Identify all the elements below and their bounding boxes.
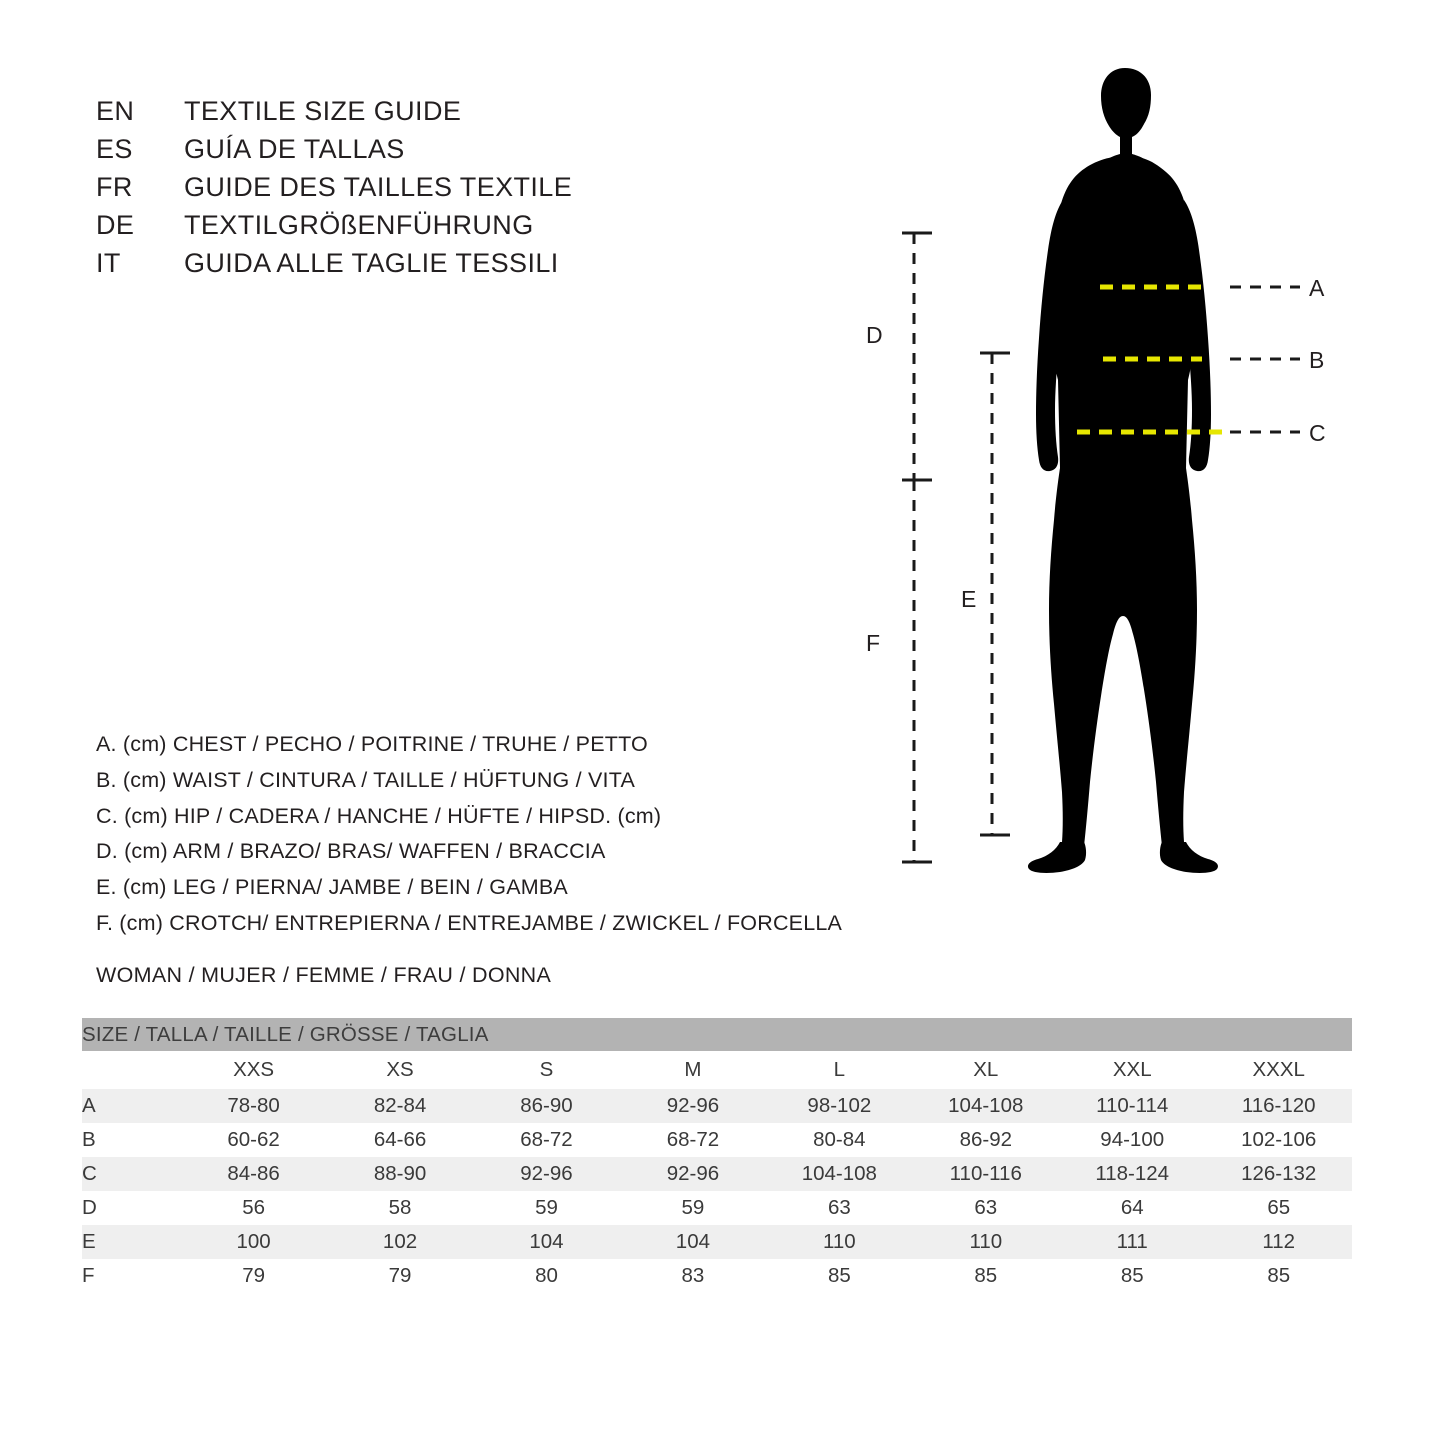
title-row xyxy=(96,168,796,206)
row-label-b: B xyxy=(82,1123,180,1157)
cell-b-m: 68-72 xyxy=(620,1123,766,1157)
title-lang-fr: FR xyxy=(96,172,133,202)
title-row xyxy=(96,244,796,282)
cell-f-xxxl: 85 xyxy=(1205,1259,1352,1293)
title-lang-de: DE xyxy=(96,210,135,240)
cell-e-xs: 102 xyxy=(327,1225,473,1259)
title-text-de: TEXTILGRÖßENFÜHRUNG xyxy=(184,210,534,240)
column-header-xl: XL xyxy=(913,1051,1059,1089)
dimension-bracket-e xyxy=(980,353,1010,835)
cell-b-xxs: 60-62 xyxy=(180,1123,326,1157)
cell-b-xxxl: 102-106 xyxy=(1205,1123,1352,1157)
cell-e-xxs: 100 xyxy=(180,1225,326,1259)
table-row xyxy=(82,1225,1352,1259)
dimension-label-b: B xyxy=(1309,347,1325,373)
row-label-e: E xyxy=(82,1225,180,1259)
cell-f-xxs: 79 xyxy=(180,1259,326,1293)
body-silhouette xyxy=(1028,68,1218,873)
cell-d-m: 59 xyxy=(620,1191,766,1225)
column-header-m: M xyxy=(620,1051,766,1089)
cell-d-xxl: 64 xyxy=(1059,1191,1205,1225)
cell-a-xs: 82-84 xyxy=(327,1089,473,1123)
table-caption-row xyxy=(82,1018,1352,1051)
table-row xyxy=(82,1089,1352,1123)
cell-a-xxxl: 116-120 xyxy=(1205,1089,1352,1123)
cell-c-xxs: 84-86 xyxy=(180,1157,326,1191)
column-header-l: L xyxy=(766,1051,912,1089)
cell-b-l: 80-84 xyxy=(766,1123,912,1157)
cell-a-m: 92-96 xyxy=(620,1089,766,1123)
cell-a-s: 86-90 xyxy=(473,1089,619,1123)
legend-row-e: E. (cm) LEG / PIERNA/ JAMBE / BEIN / GAMBA xyxy=(96,875,568,900)
cell-c-xl: 110-116 xyxy=(913,1157,1059,1191)
dimension-label-d: D xyxy=(866,322,883,348)
cell-a-xl: 104-108 xyxy=(913,1089,1059,1123)
column-header-xs: XS xyxy=(327,1051,473,1089)
legend-row-a: A. (cm) CHEST / PECHO / POITRINE / TRUHE / PETTO xyxy=(96,732,648,756)
cell-f-s: 80 xyxy=(473,1259,619,1293)
dimension-bracket-d xyxy=(902,233,932,480)
title-text-en: TEXTILE SIZE GUIDE xyxy=(184,96,462,126)
legend-row-c: C. (cm) HIP / CADERA / HANCHE / HÜFTE / HIPSD. (cm) xyxy=(96,803,662,828)
size-table xyxy=(82,1018,1352,1293)
cell-d-l: 63 xyxy=(766,1191,912,1225)
cell-e-l: 110 xyxy=(766,1225,912,1259)
row-label-f: F xyxy=(82,1259,180,1293)
row-label-a: A xyxy=(82,1089,180,1123)
title-text-it: GUIDA ALLE TAGLIE TESSILI xyxy=(184,248,559,278)
cell-a-xxs: 78-80 xyxy=(180,1089,326,1123)
cell-d-xs: 58 xyxy=(327,1191,473,1225)
cell-d-xl: 63 xyxy=(913,1191,1059,1225)
cell-f-m: 83 xyxy=(620,1259,766,1293)
cell-e-s: 104 xyxy=(473,1225,619,1259)
cell-e-xl: 110 xyxy=(913,1225,1059,1259)
title-row xyxy=(96,206,796,244)
cell-e-xxl: 111 xyxy=(1059,1225,1205,1259)
table-header-row xyxy=(82,1051,1352,1089)
cell-d-s: 59 xyxy=(473,1191,619,1225)
cell-f-l: 85 xyxy=(766,1259,912,1293)
title-lang-it: IT xyxy=(96,248,121,278)
cell-c-xs: 88-90 xyxy=(327,1157,473,1191)
cell-f-xxl: 85 xyxy=(1059,1259,1205,1293)
table-row xyxy=(82,1259,1352,1293)
cell-e-m: 104 xyxy=(620,1225,766,1259)
cell-c-xxxl: 126-132 xyxy=(1205,1157,1352,1191)
group-label: WOMAN / MUJER / FEMME / FRAU / DONNA xyxy=(96,963,552,987)
table-caption: SIZE / TALLA / TAILLE / GRÖSSE / TAGLIA xyxy=(82,1018,1352,1051)
dimension-label-a: A xyxy=(1309,275,1325,301)
title-lang-es: ES xyxy=(96,134,133,164)
table-row xyxy=(82,1191,1352,1225)
cell-b-xl: 86-92 xyxy=(913,1123,1059,1157)
column-header-xxxl: XXXL xyxy=(1205,1051,1352,1089)
dimension-label-f: F xyxy=(866,630,881,656)
cell-d-xxs: 56 xyxy=(180,1191,326,1225)
body-contour-shading xyxy=(1028,350,1036,440)
cell-b-xs: 64-66 xyxy=(327,1123,473,1157)
cell-f-xl: 85 xyxy=(913,1259,1059,1293)
cell-f-xs: 79 xyxy=(327,1259,473,1293)
title-text-es: GUÍA DE TALLAS xyxy=(184,134,405,164)
table-row xyxy=(82,1123,1352,1157)
title-block xyxy=(96,92,796,282)
legend-row-b: B. (cm) WAIST / CINTURA / TAILLE / HÜFTUNG / VITA xyxy=(96,767,635,792)
title-row xyxy=(96,130,796,168)
cell-b-xxl: 94-100 xyxy=(1059,1123,1205,1157)
cell-e-xxxl: 112 xyxy=(1205,1225,1352,1259)
cell-c-xxl: 118-124 xyxy=(1059,1157,1205,1191)
dimension-label-c: C xyxy=(1309,420,1326,446)
column-header-s: S xyxy=(473,1051,619,1089)
title-lang-en: EN xyxy=(96,96,135,126)
column-header-blank xyxy=(82,1051,180,1089)
dimension-label-e: E xyxy=(961,586,977,612)
legend-block xyxy=(96,727,956,942)
table-row xyxy=(82,1157,1352,1191)
cell-c-l: 104-108 xyxy=(766,1157,912,1191)
cell-a-xxl: 110-114 xyxy=(1059,1089,1205,1123)
column-header-xxs: XXS xyxy=(180,1051,326,1089)
title-text-fr: GUIDE DES TAILLES TEXTILE xyxy=(184,172,573,202)
cell-d-xxxl: 65 xyxy=(1205,1191,1352,1225)
cell-a-l: 98-102 xyxy=(766,1089,912,1123)
title-row xyxy=(96,92,796,130)
leader-lines xyxy=(1230,287,1300,432)
row-label-d: D xyxy=(82,1191,180,1225)
cell-b-s: 68-72 xyxy=(473,1123,619,1157)
legend-row-d: D. (cm) ARM / BRAZO/ BRAS/ WAFFEN / BRACCIA xyxy=(96,839,606,864)
cell-c-s: 92-96 xyxy=(473,1157,619,1191)
column-header-xxl: XXL xyxy=(1059,1051,1205,1089)
row-label-c: C xyxy=(82,1157,180,1191)
legend-row-f: F. (cm) CROTCH/ ENTREPIERNA / ENTREJAMBE / ZWICKEL / FORCELLA xyxy=(96,910,843,935)
cell-c-m: 92-96 xyxy=(620,1157,766,1191)
